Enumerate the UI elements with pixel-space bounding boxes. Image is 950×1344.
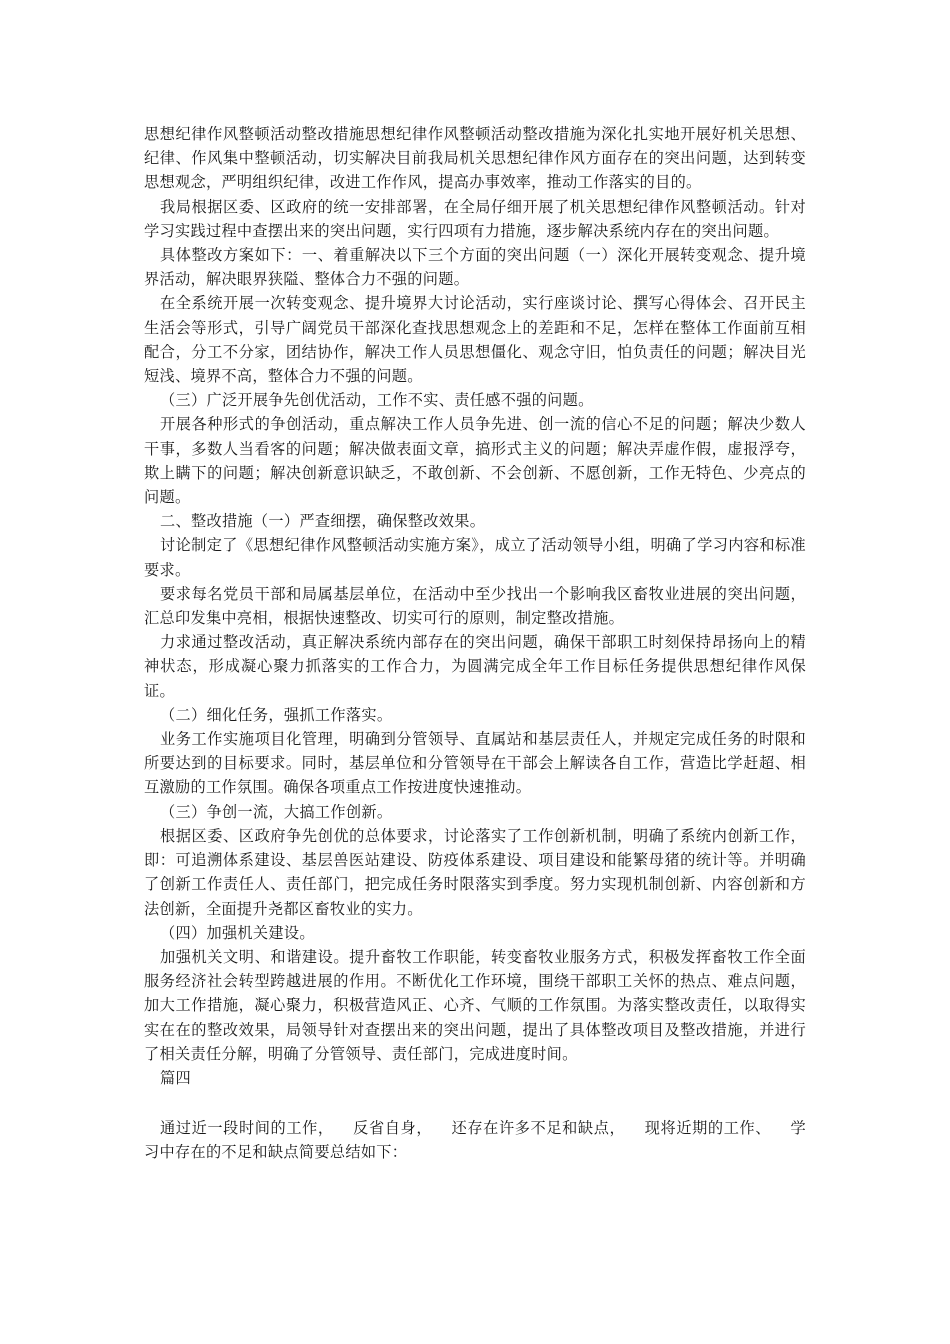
paragraph-section-three: （三）广泛开展争先创优活动，工作不实、责任感不强的问题。: [160, 391, 594, 410]
paragraph-implementation-plan: 讨论制定了《思想纪律作风整顿活动实施方案》，成立了活动领导小组，明确了学习内容和标准要求。: [144, 536, 806, 579]
paragraph-competition: 开展各种形式的争创活动，重点解决工作人员争先进、创一流的信心不足的问题；解决少数人干事，多数人当看客的问题；解决做表面文章，搞形式主义的问题；解决弄虚作假，虚报浮夸，欺上瞒下的问题；解决创新意识缺乏，不敢创新、不会创新、不愿创新，工作无特色、少亮点的问题。: [144, 415, 806, 507]
paragraph-measures-heading: 二、整改措施（一）严查细摆，确保整改效果。: [160, 512, 486, 531]
document-page: [144, 122, 806, 1165]
paragraph-goals: 力求通过整改活动，真正解决系统内部存在的突出问题，确保干部职工时刻保持昂扬向上的精神状态，形成凝心聚力抓落实的工作合力，为圆满完成全年工作目标任务提供思想纪律作风保证。: [144, 633, 806, 700]
paragraph-subheading-two: （二）细化任务，强抓工作落实。: [160, 705, 393, 724]
paragraph-discussion: 在全系统开展一次转变观念、提升境界大讨论活动，实行座谈讨论、撰写心得体会、召开民主生活会等形式，引导广阔党员干部深化查找思想观念上的差距和不足，怎样在整体工作面前互相配合，分工不分家，团结协作，解决工作人员思想僵化、观念守旧，怕负责任的问题；解决目光短浅、境界不高，整体合力不强的问题。: [144, 294, 806, 386]
paragraph-project-management: 业务工作实施项目化管理，明确到分管领导、直属站和基层责任人，并规定完成任务的时限和所要达到的目标要求。同时，基层单位和分管领导在干部会上解读各自工作，营造比学赶超、相互激励的工作氛围。确保各项重点工作按进度快速推动。: [144, 730, 806, 797]
blank-gap: [144, 1090, 806, 1116]
section-heading-part-four: 篇四: [160, 1068, 191, 1087]
paragraph-plan-heading: 具体整改方案如下：一、着重解决以下三个方面的突出问题（一）深化开展转变观念、提升境界活动，解决眼界狭隘、整体合力不强的问题。: [144, 246, 806, 289]
paragraph-requirements: 要求每名党员干部和局属基层单位，在活动中至少找出一个影响我区畜牧业进展的突出问题，汇总印发集中亮相，根据快速整改、切实可行的原则，制定整改措施。: [144, 584, 806, 628]
paragraph-self-reflection: 通过近一段时间的工作， 反省自身， 还存在许多不足和缺点， 现将近期的工作、 学习中存在的不足和缺点简要总结如下：: [144, 1119, 806, 1162]
paragraph-innovation: 根据区委、区政府争先创优的总体要求，讨论落实了工作创新机制，明确了系统内创新工作，即：可追溯体系建设、基层兽医站建设、防疫体系建设、项目建设和能繁母猪的统计等。并明确了创新工作责任人、责任部门，把完成任务时限落实到季度。努力实现机制创新、内容创新和方法创新，全面提升尧都区畜牧业的实力。: [144, 826, 806, 918]
paragraph-organization-building: 加强机关文明、和谐建设。提升畜牧工作职能，转变畜牧业服务方式，积极发挥畜牧工作全面服务经济社会转型跨越进展的作用。不断优化工作环境，围绕干部职工关怀的热点、难点问题，加大工作措施，凝心聚力，积极营造风正、心齐、气顺的工作氛围。为落实整改责任，以取得实实在在的整改效果，局领导针对查摆出来的突出问题，提出了具体整改项目及整改措施，并进行了相关责任分解，明确了分管领导、责任部门，完成进度时间。: [144, 947, 806, 1063]
paragraph-subheading-four: （四）加强机关建设。: [160, 923, 315, 942]
paragraph-subheading-three: （三）争创一流，大搞工作创新。: [160, 802, 393, 821]
paragraph-intro: 思想纪律作风整顿活动整改措施思想纪律作风整顿活动整改措施为深化扎实地开展好机关思想、纪律、作风集中整顿活动，切实解决目前我局机关思想纪律作风方面存在的突出问题，达到转变思想观念，严明组织纪律，改进工作作风，提高办事效率，推动工作落实的目的。: [144, 125, 806, 192]
paragraph-deployment: 我局根据区委、区政府的统一安排部署，在全局仔细开展了机关思想纪律作风整顿活动。针对学习实践过程中查摆出来的突出问题，实行四项有力措施，逐步解决系统内存在的突出问题。: [144, 197, 806, 240]
